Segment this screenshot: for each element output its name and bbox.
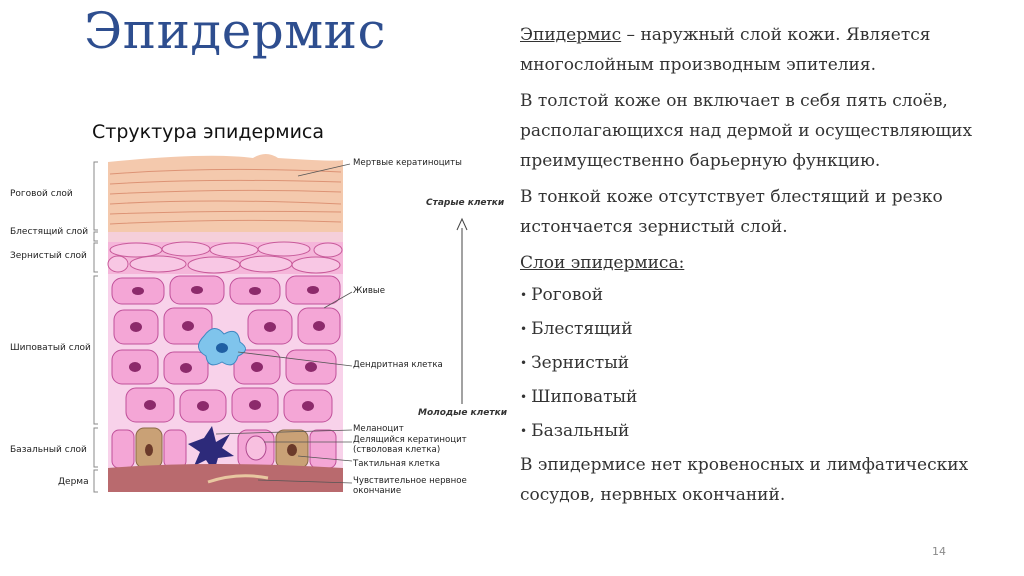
bullet-icon: •	[520, 322, 528, 336]
bullet-icon: •	[520, 424, 528, 438]
epidermis-figure	[8, 112, 507, 504]
layer-label-dermis: Дерма	[58, 477, 89, 487]
cell-label-tactile: Тактильная клетка	[353, 459, 441, 469]
paragraph-thin-skin: В тонкой коже отсутствует блестящий и резко истончается зернистый слой.	[520, 187, 943, 237]
layer-label-granulosum: Зернистый слой	[10, 251, 87, 261]
list-item: • Шиповатый	[520, 380, 1016, 414]
cell-label-nerve: Чувствительное нервное окончание	[353, 476, 467, 496]
cell-label-living: Живые	[353, 286, 385, 296]
slide-title: Эпидермис	[84, 2, 387, 60]
term-epidermis: Эпидермис	[520, 25, 622, 45]
dendritic-nucleus	[216, 343, 228, 353]
layer-label-basale: Базальный слой	[10, 445, 87, 455]
cell-label-dead-keratinocytes: Мертвые кератиноциты	[353, 158, 462, 168]
layer-brackets	[94, 162, 98, 492]
list-item: • Зернистый	[520, 346, 1016, 380]
bullet-icon: •	[520, 288, 528, 302]
paragraph-no-vessels: В эпидермисе нет кровеносных и лимфатических сосудов, нервных окончаний.	[520, 455, 969, 505]
paragraph-definition	[520, 20, 1016, 80]
list-item: • Блестящий	[520, 312, 1016, 346]
layer-label-corneum: Роговой слой	[10, 189, 73, 199]
page-number: 14	[932, 545, 946, 558]
old-cells-label: Старые клетки	[426, 198, 505, 208]
young-cells-label: Молодые клетки	[418, 408, 507, 418]
description-text	[520, 20, 1016, 516]
definition-rest: – наружный слой кожи. Является многослойным производным эпителия.	[520, 25, 931, 75]
layers-list	[520, 278, 1016, 448]
cell-label-dendritic: Дендритная клетка	[353, 360, 443, 370]
layer-label-spinosum: Шиповатый слой	[10, 343, 91, 353]
list-item: • Базальный	[520, 414, 1016, 448]
list-heading: Слои эпидермиса:	[520, 253, 685, 273]
dividing-cell-nucleus	[246, 436, 266, 460]
bullet-icon: •	[520, 390, 528, 404]
lucidum-layer	[108, 232, 343, 242]
list-item: • Роговой	[520, 278, 1016, 312]
cell-label-dividing: Делящийся кератиноцит (стволовая клетка)	[353, 435, 467, 455]
granular-cells	[108, 242, 342, 273]
layer-label-lucidum: Блестящий слой	[10, 227, 89, 237]
cell-label-melanocyte: Меланоцит	[353, 424, 404, 434]
bullet-icon: •	[520, 356, 528, 370]
paragraph-thick-skin: В толстой коже он включает в себя пять слоёв, располагающихся над дермой и осуществляющих преимущественно барьерную функцию.	[520, 91, 973, 171]
figure-title: Структура эпидермиса	[92, 121, 325, 143]
